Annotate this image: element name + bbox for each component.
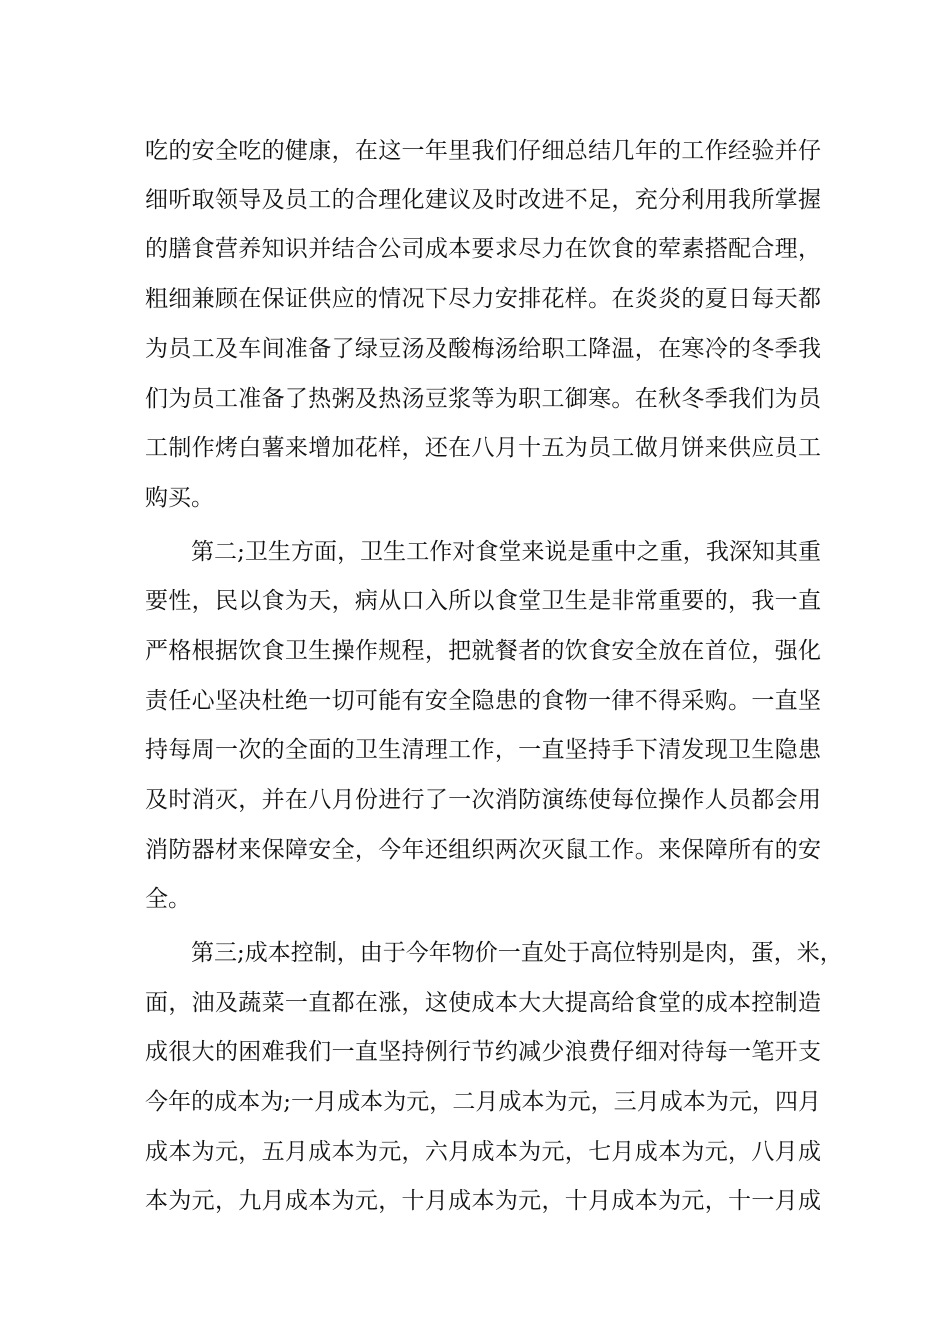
text-line: 要性，民以食为天，病从口入所以食堂卫生是非常重要的，我一直 xyxy=(145,588,821,614)
text-line: 工制作烤白薯来增加花样，还在八月十五为员工做月饼来供应员工 xyxy=(145,435,821,461)
text-line: 为员工及车间准备了绿豆汤及酸梅汤给职工降温，在寒冷的冬季我 xyxy=(145,336,821,362)
text-line: 及时消灭，并在八月份进行了一次消防演练使每位操作人员都会用 xyxy=(145,787,821,813)
text-line: 严格根据饮食卫生操作规程，把就餐者的饮食安全放在首位，强化 xyxy=(145,638,821,664)
text-line: 第二;卫生方面，卫生工作对食堂来说是重中之重，我深知其重 xyxy=(191,539,821,565)
text-line: 们为员工准备了热粥及热汤豆浆等为职工御寒。在秋冬季我们为员 xyxy=(145,386,821,412)
text-line: 第三;成本控制，由于今年物价一直处于高位特别是肉，蛋，米， xyxy=(191,940,843,966)
text-line: 持每周一次的全面的卫生清理工作，一直坚持手下清发现卫生隐患 xyxy=(145,737,821,763)
text-line: 细听取领导及员工的合理化建议及时改进不足，充分利用我所掌握 xyxy=(145,187,821,213)
text-line: 的膳食营养知识并结合公司成本要求尽力在饮食的荤素搭配合理， xyxy=(145,236,821,262)
text-line: 本为元，九月成本为元，十月成本为元，十月成本为元，十一月成 xyxy=(145,1188,821,1214)
text-line: 购买。 xyxy=(145,485,214,511)
text-line: 粗细兼顾在保证供应的情况下尽力安排花样。在炎炎的夏日每天都 xyxy=(145,286,821,312)
text-line: 消防器材来保障安全，今年还组织两次灭鼠工作。来保障所有的安 xyxy=(145,837,821,863)
text-line: 全。 xyxy=(145,886,191,912)
text-line: 吃的安全吃的健康，在这一年里我们仔细总结几年的工作经验并仔 xyxy=(145,138,821,164)
text-line: 面，油及蔬菜一直都在涨，这使成本大大提高给食堂的成本控制造 xyxy=(145,990,821,1016)
text-line: 成本为元，五月成本为元，六月成本为元，七月成本为元，八月成 xyxy=(145,1139,821,1165)
text-line: 今年的成本为;一月成本为元，二月成本为元，三月成本为元，四月 xyxy=(145,1089,821,1115)
text-line: 成很大的困难我们一直坚持例行节约减少浪费仔细对待每一笔开支 xyxy=(145,1039,821,1065)
text-line: 责任心坚决杜绝一切可能有安全隐患的食物一律不得采购。一直坚 xyxy=(145,688,821,714)
